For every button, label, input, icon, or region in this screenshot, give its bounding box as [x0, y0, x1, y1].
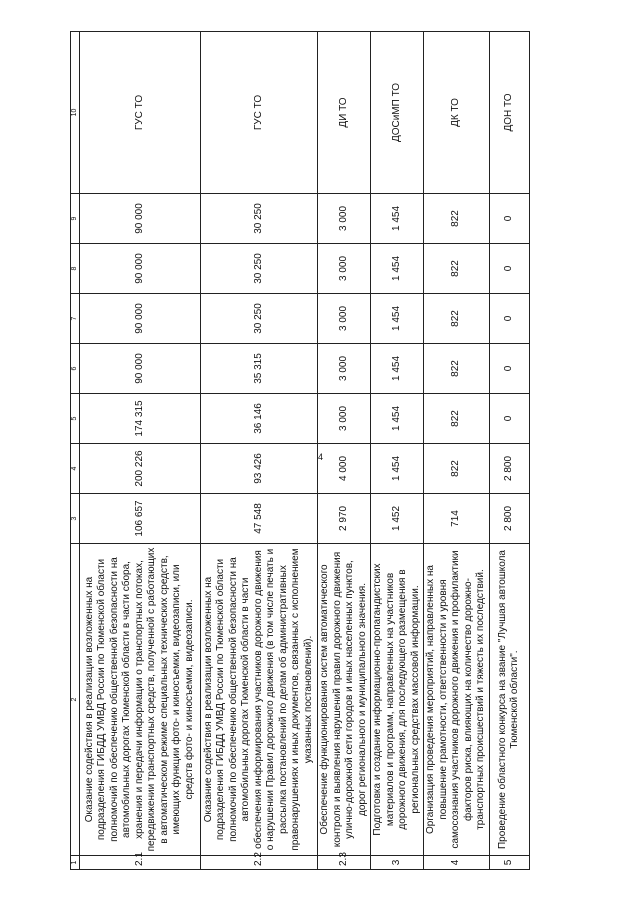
table-row	[318, 32, 371, 870]
executor-cell: ГУС ТО	[201, 32, 318, 194]
value-cell: 822	[424, 444, 490, 494]
value-cell: 1 454	[371, 244, 424, 294]
value-cell: 3 000	[318, 394, 371, 444]
value-cell: 1 452	[371, 494, 424, 544]
executor-cell: ДОН ТО	[489, 32, 529, 194]
value-cell: 1 454	[371, 294, 424, 344]
value-cell: 1 454	[371, 344, 424, 394]
value-cell: 822	[424, 294, 490, 344]
row-id: 3	[371, 856, 424, 870]
value-cell: 90 000	[80, 344, 201, 394]
value-cell: 90 000	[80, 294, 201, 344]
row-id: 2.1	[80, 856, 201, 870]
value-cell: 0	[489, 194, 529, 244]
row-id: 5	[489, 856, 529, 870]
colnum: 2	[71, 544, 80, 856]
colnum: 6	[71, 344, 80, 394]
table-row	[489, 32, 529, 870]
executor-cell: ДОСиМП ТО	[371, 32, 424, 194]
row-description: Обеспечение функционирования систем автоматического контроля и выявления нарушений правил дорожного движения улично-дорожной сети городов и иных населенных пунктов, дорог регионального и муниципального значения.	[318, 544, 371, 856]
value-cell: 36 146	[201, 394, 318, 444]
table-row	[201, 32, 318, 870]
value-cell: 30 250	[201, 294, 318, 344]
value-cell: 1 454	[371, 444, 424, 494]
value-cell: 30 250	[201, 194, 318, 244]
value-cell: 822	[424, 394, 490, 444]
colnum: 3	[71, 494, 80, 544]
row-id: 4	[424, 856, 490, 870]
row-id: 2.2	[201, 856, 318, 870]
value-cell: 35 315	[201, 344, 318, 394]
table-row	[371, 32, 424, 870]
value-cell: 714	[424, 494, 490, 544]
colnum: 10	[71, 32, 80, 194]
table-row	[424, 32, 490, 870]
colnum: 8	[71, 244, 80, 294]
value-cell: 1 454	[371, 194, 424, 244]
value-cell: 200 226	[80, 444, 201, 494]
value-cell: 3 000	[318, 294, 371, 344]
colnum: 4	[71, 444, 80, 494]
value-cell: 47 548	[201, 494, 318, 544]
row-description: Организация проведения мероприятий, направленных на повышение грамотности, ответственности и уровня самосознания участников дорожного движения и профилактики факторов риска, влияющих на количество дорожно-транспортных происшествий и тяжесть их последствий.	[424, 544, 490, 856]
value-cell: 3 000	[318, 344, 371, 394]
value-cell: 0	[489, 344, 529, 394]
value-cell: 2 970	[318, 494, 371, 544]
value-cell: 93 426	[201, 444, 318, 494]
program-measures-table	[70, 31, 530, 870]
value-cell: 90 000	[80, 194, 201, 244]
executor-cell: ГУС ТО	[80, 32, 201, 194]
colnum: 5	[71, 394, 80, 444]
value-cell: 2 800	[489, 444, 529, 494]
value-cell: 1 454	[371, 394, 424, 444]
value-cell: 3 000	[318, 194, 371, 244]
page-number: 4	[318, 452, 324, 462]
table-row	[80, 32, 201, 870]
row-id: 2.3	[318, 856, 371, 870]
colnum: 9	[71, 194, 80, 244]
value-cell: 106 657	[80, 494, 201, 544]
value-cell: 90 000	[80, 244, 201, 294]
row-description: Оказание содействия в реализации возложенных на подразделения ГИБДД УМВД России по Тюменской области полномочий по обеспечению общественной безопасности на автомобильных дорогах Тюменской области в части обеспечения информирования участников дорожного движения о нарушении Правил дорожного движения (в том числе печать и рассылка постановлений по делам об административных правонарушениях и иных документов, связанных с исполнением указанных постановлений).	[201, 544, 318, 856]
colnum: 7	[71, 294, 80, 344]
value-cell: 822	[424, 194, 490, 244]
value-cell: 0	[489, 294, 529, 344]
value-cell: 2 800	[489, 494, 529, 544]
value-cell: 4 000	[318, 444, 371, 494]
value-cell: 822	[424, 244, 490, 294]
value-cell: 30 250	[201, 244, 318, 294]
rotated-table-container	[70, 32, 565, 870]
row-description: Оказание содействия в реализации возложенных на подразделения ГИБДД УМВД России по Тюменской области полномочий по обеспечению общественной безопасности на автомобильных дорогах Тюменской области в части сбора, хранения и передачи информации о транспортных потоках, передвижении транспортных средств, полученной с работающих в автоматическом режиме специальных технических средств, имеющих функции фото- и киносъемки, видеозаписи, или средств фото- и киносъемки, видеозаписи.	[80, 544, 201, 856]
executor-cell: ДК ТО	[424, 32, 490, 194]
value-cell: 0	[489, 244, 529, 294]
row-description: Проведение областного конкурса на звание "Лучшая автошкола Тюменской области".	[489, 544, 529, 856]
value-cell: 0	[489, 394, 529, 444]
value-cell: 174 315	[80, 394, 201, 444]
column-number-row	[71, 32, 80, 870]
executor-cell: ДИ ТО	[318, 32, 371, 194]
value-cell: 3 000	[318, 244, 371, 294]
value-cell: 822	[424, 344, 490, 394]
row-description: Подготовка и создание информационно-пропагандистских материалов и программ, направленных на участников дорожного движения, для последующего размещения в региональных средствах массовой информации.	[371, 544, 424, 856]
colnum: 1	[71, 856, 80, 870]
